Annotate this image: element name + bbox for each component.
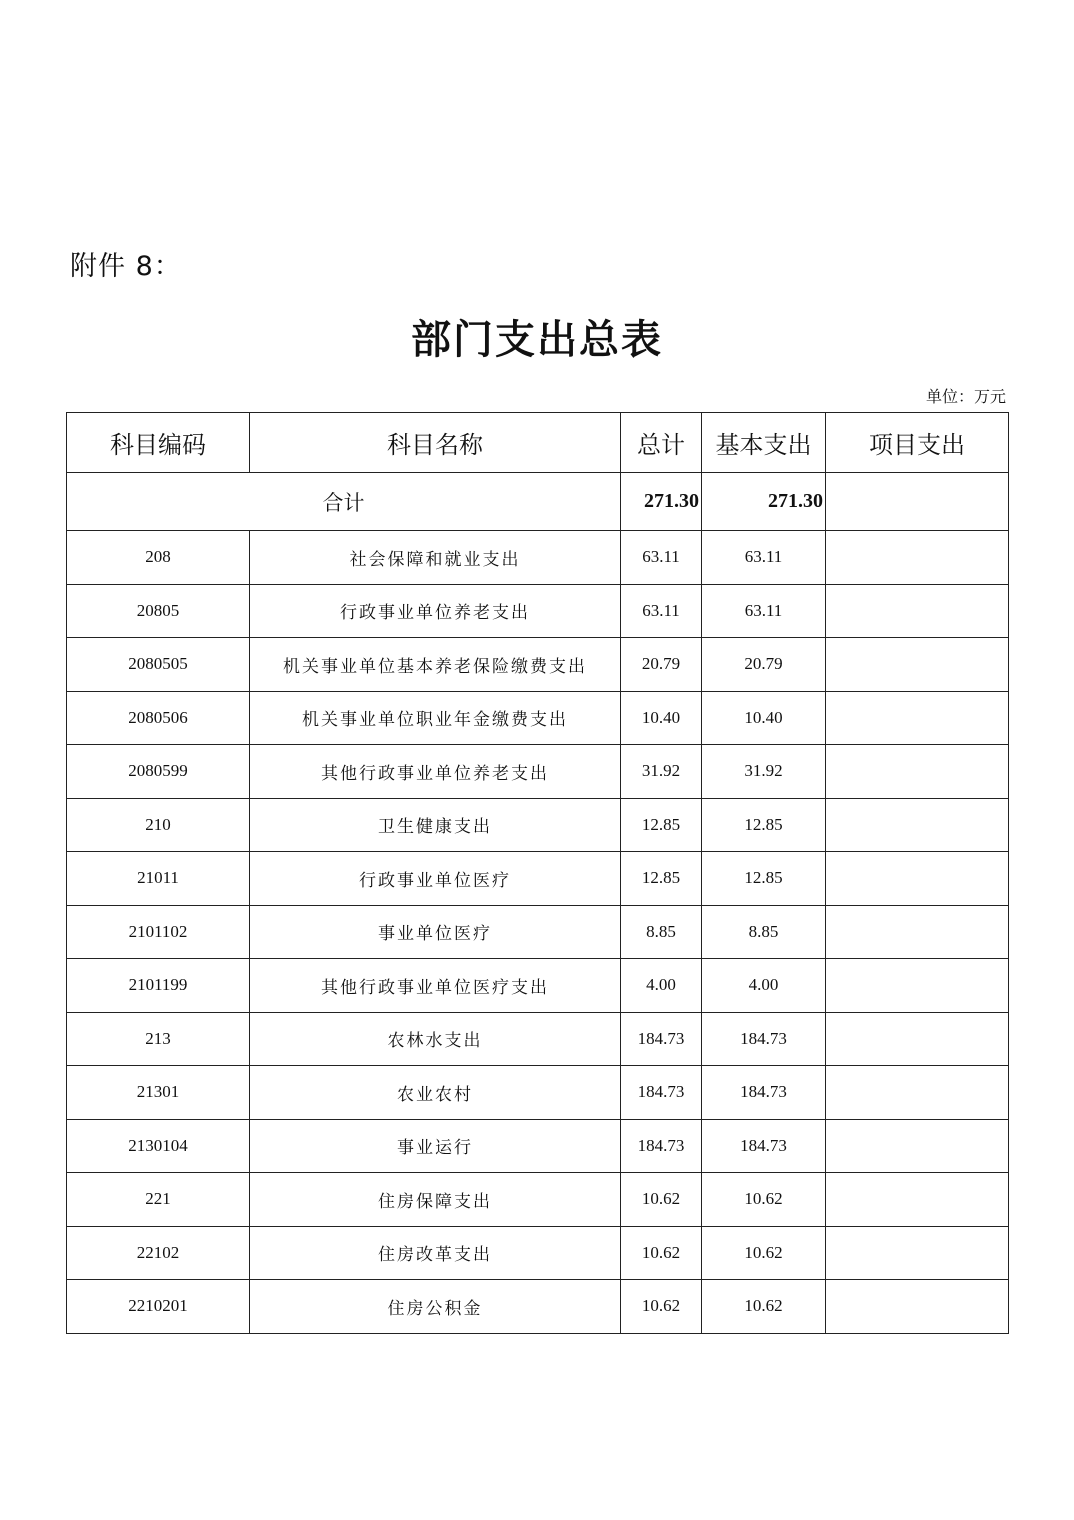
cell-total: 10.62 bbox=[621, 1280, 702, 1334]
cell-project bbox=[826, 1012, 1009, 1066]
cell-name: 住房公积金 bbox=[250, 1280, 621, 1334]
cell-basic: 184.73 bbox=[702, 1066, 826, 1120]
cell-basic: 8.85 bbox=[702, 905, 826, 959]
cell-project bbox=[826, 852, 1009, 906]
cell-total: 63.11 bbox=[621, 584, 702, 638]
cell-basic: 12.85 bbox=[702, 852, 826, 906]
cell-code: 2080506 bbox=[67, 691, 250, 745]
cell-code: 2130104 bbox=[67, 1119, 250, 1173]
cell-code: 2080599 bbox=[67, 745, 250, 799]
cell-code: 2210201 bbox=[67, 1280, 250, 1334]
cell-code: 22102 bbox=[67, 1226, 250, 1280]
cell-total: 10.40 bbox=[621, 691, 702, 745]
cell-project bbox=[826, 959, 1009, 1013]
cell-code: 208 bbox=[67, 531, 250, 585]
table-row bbox=[67, 1012, 1009, 1066]
header-project: 项目支出 bbox=[826, 413, 1009, 473]
cell-code: 20805 bbox=[67, 584, 250, 638]
table-row bbox=[67, 1173, 1009, 1227]
cell-project bbox=[826, 638, 1009, 692]
cell-name: 事业运行 bbox=[250, 1119, 621, 1173]
cell-code: 210 bbox=[67, 798, 250, 852]
table-row bbox=[67, 959, 1009, 1013]
cell-name: 住房改革支出 bbox=[250, 1226, 621, 1280]
cell-total: 31.92 bbox=[621, 745, 702, 799]
cell-code: 21011 bbox=[67, 852, 250, 906]
cell-name: 机关事业单位基本养老保险缴费支出 bbox=[250, 638, 621, 692]
page-title: 部门支出总表 bbox=[411, 316, 663, 363]
cell-basic: 63.11 bbox=[702, 531, 826, 585]
cell-name: 行政事业单位医疗 bbox=[250, 852, 621, 906]
cell-code: 213 bbox=[67, 1012, 250, 1066]
cell-project bbox=[826, 1066, 1009, 1120]
cell-code: 221 bbox=[67, 1173, 250, 1227]
cell-name: 卫生健康支出 bbox=[250, 798, 621, 852]
cell-total: 12.85 bbox=[621, 852, 702, 906]
cell-total: 8.85 bbox=[621, 905, 702, 959]
cell-project bbox=[826, 745, 1009, 799]
cell-total: 4.00 bbox=[621, 959, 702, 1013]
header-name: 科目名称 bbox=[250, 413, 621, 473]
cell-project bbox=[826, 691, 1009, 745]
cell-name: 农林水支出 bbox=[250, 1012, 621, 1066]
header-code: 科目编码 bbox=[67, 413, 250, 473]
cell-project bbox=[826, 905, 1009, 959]
table-row bbox=[67, 1280, 1009, 1334]
header-basic: 基本支出 bbox=[702, 413, 826, 473]
cell-project bbox=[826, 531, 1009, 585]
cell-project bbox=[826, 1119, 1009, 1173]
table-row bbox=[67, 638, 1009, 692]
table-header-row bbox=[67, 413, 1009, 473]
cell-basic: 63.11 bbox=[702, 584, 826, 638]
cell-name: 其他行政事业单位医疗支出 bbox=[250, 959, 621, 1013]
cell-total: 10.62 bbox=[621, 1173, 702, 1227]
table-row bbox=[67, 1226, 1009, 1280]
cell-code: 2080505 bbox=[67, 638, 250, 692]
attachment-label: 附件 8： bbox=[70, 251, 182, 282]
cell-name: 住房保障支出 bbox=[250, 1173, 621, 1227]
header-total: 总计 bbox=[621, 413, 702, 473]
cell-total: 63.11 bbox=[621, 531, 702, 585]
total-label: 合计 bbox=[67, 473, 621, 531]
cell-code: 2101199 bbox=[67, 959, 250, 1013]
cell-total: 12.85 bbox=[621, 798, 702, 852]
cell-project bbox=[826, 1280, 1009, 1334]
cell-basic: 20.79 bbox=[702, 638, 826, 692]
cell-name: 社会保障和就业支出 bbox=[250, 531, 621, 585]
cell-project bbox=[826, 1226, 1009, 1280]
table-row bbox=[67, 852, 1009, 906]
cell-project bbox=[826, 798, 1009, 852]
table-row bbox=[67, 905, 1009, 959]
cell-basic: 10.62 bbox=[702, 1226, 826, 1280]
cell-total: 10.62 bbox=[621, 1226, 702, 1280]
cell-project bbox=[826, 1173, 1009, 1227]
cell-name: 机关事业单位职业年金缴费支出 bbox=[250, 691, 621, 745]
cell-name: 行政事业单位养老支出 bbox=[250, 584, 621, 638]
total-basic: 271.30 bbox=[702, 473, 826, 531]
cell-project bbox=[826, 584, 1009, 638]
cell-total: 20.79 bbox=[621, 638, 702, 692]
cell-total: 184.73 bbox=[621, 1012, 702, 1066]
cell-basic: 10.40 bbox=[702, 691, 826, 745]
cell-basic: 10.62 bbox=[702, 1280, 826, 1334]
cell-basic: 4.00 bbox=[702, 959, 826, 1013]
cell-code: 2101102 bbox=[67, 905, 250, 959]
table-row bbox=[67, 584, 1009, 638]
cell-basic: 184.73 bbox=[702, 1119, 826, 1173]
cell-basic: 31.92 bbox=[702, 745, 826, 799]
cell-name: 其他行政事业单位养老支出 bbox=[250, 745, 621, 799]
cell-basic: 10.62 bbox=[702, 1173, 826, 1227]
total-total: 271.30 bbox=[621, 473, 702, 531]
cell-name: 农业农村 bbox=[250, 1066, 621, 1120]
unit-label: 单位：万元 bbox=[925, 387, 1006, 406]
total-row bbox=[67, 473, 1009, 531]
table-row bbox=[67, 1066, 1009, 1120]
cell-code: 21301 bbox=[67, 1066, 250, 1120]
table-row bbox=[67, 1119, 1009, 1173]
table-row bbox=[67, 798, 1009, 852]
cell-total: 184.73 bbox=[621, 1119, 702, 1173]
cell-total: 184.73 bbox=[621, 1066, 702, 1120]
expenditure-table bbox=[66, 412, 1009, 1334]
cell-basic: 184.73 bbox=[702, 1012, 826, 1066]
table-row bbox=[67, 745, 1009, 799]
table-row bbox=[67, 691, 1009, 745]
table-row bbox=[67, 531, 1009, 585]
cell-basic: 12.85 bbox=[702, 798, 826, 852]
total-project bbox=[826, 473, 1009, 531]
cell-name: 事业单位医疗 bbox=[250, 905, 621, 959]
